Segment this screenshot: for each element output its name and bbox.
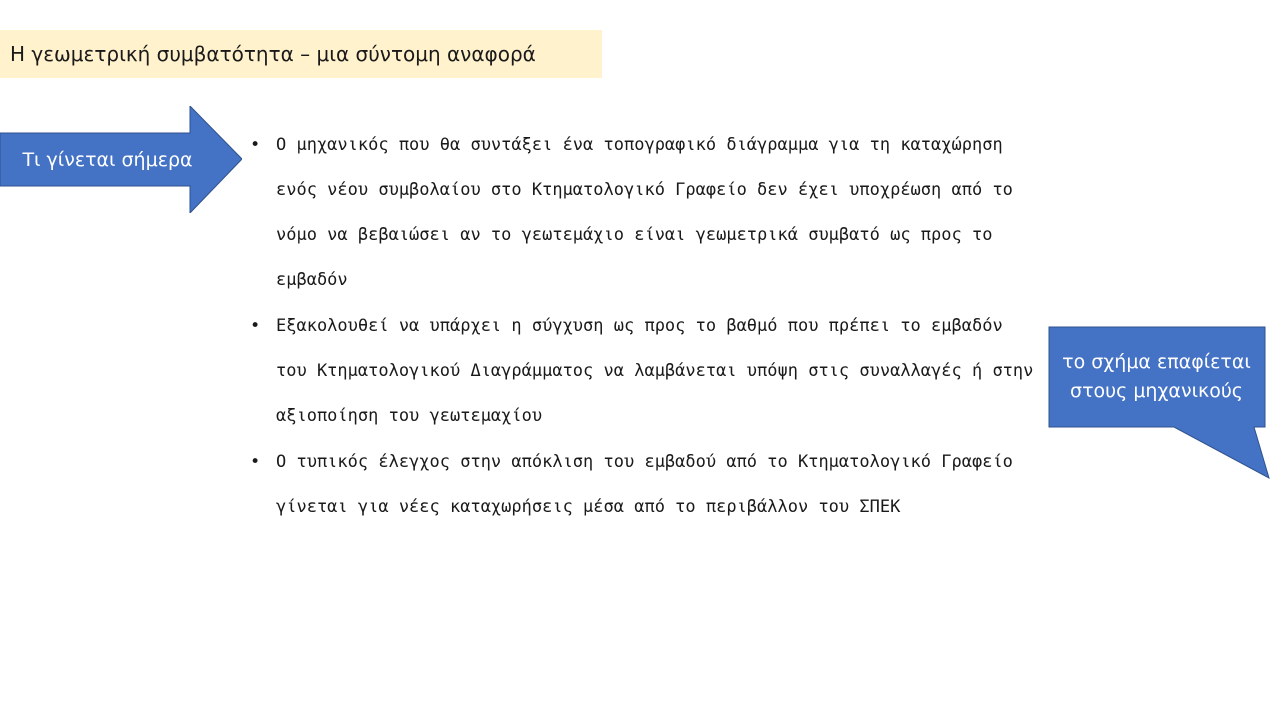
list-item [250, 304, 1040, 439]
list-item [250, 123, 1040, 303]
bullet-text: Εξακολουθεί να υπάρχει η σύγχυση ως προς το βαθμό που πρέπει το εμβαδόν του Κτηματολογικού Διαγράμματος να λαμβάνεται υπόψη στις συναλλαγές ή στην αξιοποίηση του γεωτεμαχίου [276, 316, 1034, 426]
bullet-list [250, 123, 1040, 531]
speech-callout-shape [1048, 326, 1270, 480]
right-arrow-shape [0, 106, 242, 213]
slide-title-text: Η γεωμετρική συμβατότητα – μια σύντομη αναφορά [10, 42, 536, 66]
bullet-dot: • [250, 316, 261, 336]
bullet-text: Ο μηχανικός που θα συντάξει ένα τοπογραφικό διάγραμμα για τη καταχώρηση ενός νέου συμβολαίου στο Κτηματολογικό Γραφείο δεν έχει υποχρέωση από το νόμο να βεβαιώσει αν το γεωτεμάχιο είναι γεωμετρικά συμβατό ως προς το εμβαδόν [276, 135, 1013, 290]
list-item [250, 440, 1040, 530]
arrow-label: Τι γίνεται σήμερα [22, 148, 193, 171]
bullet-dot: • [250, 135, 261, 155]
callout-label: το σχήμα επαφίεται στους μηχανικούς [1062, 350, 1251, 402]
bullet-text: Ο τυπικός έλεγχος στην απόκλιση του εμβαδού από το Κτηματολογικό Γραφείο γίνεται για νέες καταχωρήσεις μέσα από το περιβάλλον του ΣΠΕΚ [276, 452, 1013, 517]
slide-title [0, 30, 602, 78]
bullet-dot: • [250, 452, 261, 472]
